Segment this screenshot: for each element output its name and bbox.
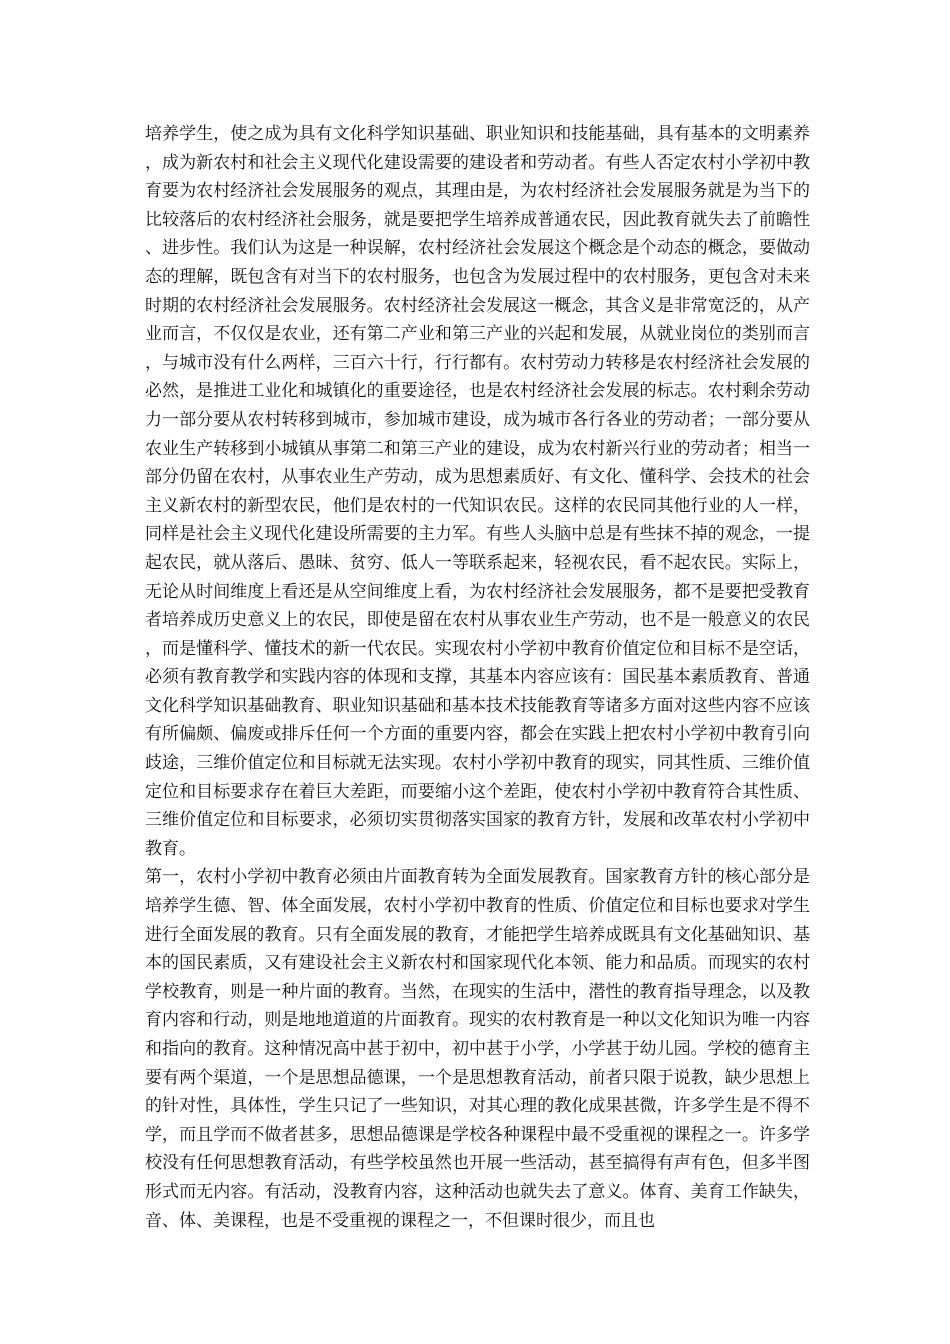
paragraph-2: 第一，农村小学初中教育必须由片面教育转为全面发展教育。国家教育方针的核心部分是培养学生德、智、体全面发展，农村小学初中教育的性质、价值定位和目标也要求对学生进行全面发展的教育。只有全面发展的教育，才能把学生培养成既具有文化基础知识、基本的国民素质，又有建设社会主义新农村和国家现代化本领、能力和品质。而现实的农村学校教育，则是一种片面的教育。当然，在现实的生活中，潜性的教育指导理念，以及教育内容和行动，则是地地道道的片面教育。现实的农村教育是一种以文化知识为唯一内容和指向的教育。这种情况高中甚于初中，初中甚于小学，小学甚于幼儿园。学校的德育主要有两个渠道，一个是思想品德课，一个是思想教育活动，前者只限于说教，缺少思想上的针对性，具体性，学生只记了一些知识，对其心理的教化成果甚微，许多学生是不得不学，而且学而不做者甚多，思想品德课是学校各种课程中最不受重视的课程之一。许多学校没有任何思想教育活动，有些学校虽然也开展一些活动，甚至搞得有声有色，但多半图形式而无内容。有活动，没教育内容，这种活动也就失去了意义。体育、美育工作缺失，音、体、美课程，也是不受重视的课程之一，不但课时很少，而且也 bbox=[145, 867, 810, 1231]
body-text bbox=[145, 120, 810, 1235]
paragraph-1: 培养学生，使之成为具有文化科学知识基础、职业知识和技能基础，具有基本的文明素养，成为新农村和社会主义现代化建设需要的建设者和劳动者。有些人否定农村小学初中教育要为农村经济社会发展服务的观点，其理由是，为农村经济社会发展服务就是为当下的比较落后的农村经济社会服务，就是要把学生培养成普通农民，因此教育就失去了前瞻性、进步性。我们认为这是一种误解，农村经济社会发展这个概念是个动态的概念，要做动态的理解，既包含有对当下的农村服务，也包含为发展过程中的农村服务，更包含对未来时期的农村经济社会发展服务。农村经济社会发展这一概念，其含义是非常宽泛的，从产业而言，不仅仅是农业，还有第二产业和第三产业的兴起和发展，从就业岗位的类别而言，与城市没有什么两样，三百六十行，行行都有。农村劳动力转移是农村经济社会发展的必然，是推进工业化和城镇化的重要途径，也是农村经济社会发展的标志。农村剩余劳动力一部分要从农村转移到城市，参加城市建设，成为城市各行各业的劳动者；一部分要从农业生产转移到小城镇从事第二和第三产业的建设，成为农村新兴行业的劳动者；相当一部分仍留在农村，从事农业生产劳动，成为思想素质好、有文化、懂科学、会技术的社会主义新农村的新型农民，他们是农村的一代知识农民。这样的农民同其他行业的人一样，同样是社会主义现代化建设所需要的主力军。有些人头脑中总是有些抹不掉的观念，一提起农民，就从落后、愚昧、贫穷、低人一等联系起来，轻视农民，看不起农民。实际上，无论从时间维度上看还是从空间维度上看，为农村经济社会发展服务，都不是要把受教育者培养成历史意义上的农民，即使是留在农村从事农业生产劳动，也不是一般意义的农民，而是懂科学、懂技术的新一代农民。实现农村小学初中教育价值定位和目标不是空话，必须有教育教学和实践内容的体现和支撑，其基本内容应该有：国民基本素质教育、普通文化科学知识基础教育、职业知识基础和基本技术技能教育等诸多方面对这些内容不应该有所偏颇、偏废或排斥任何一个方面的重要内容，都会在实践上把农村小学初中教育引向歧途，三维价值定位和目标就无法实现。农村小学初中教育的现实，同其性质、三维价值定位和目标要求存在着巨大差距，而要缩小这个差距，使农村小学初中教育符合其性质、三维价值定位和目标要求，必须切实贯彻落实国家的教育方针，发展和改革农村小学初中教育。 bbox=[145, 124, 810, 859]
